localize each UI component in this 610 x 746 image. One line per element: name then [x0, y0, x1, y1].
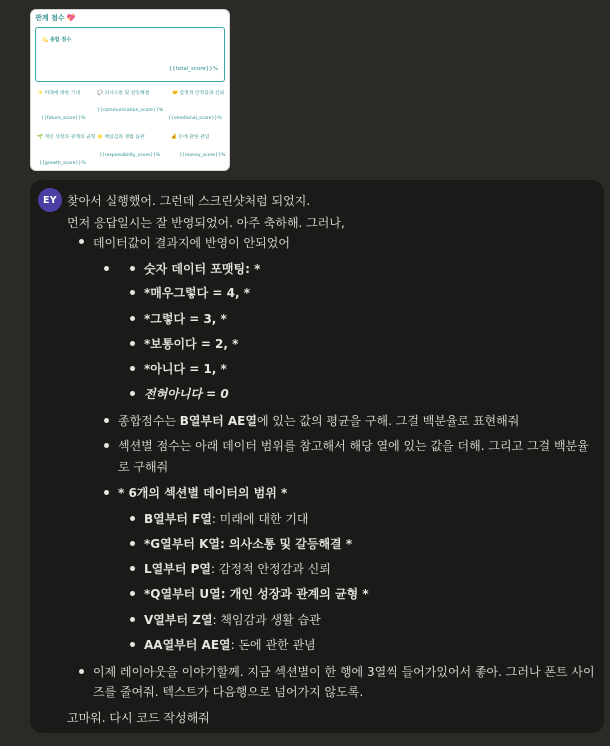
- bullet-icon: [130, 341, 135, 346]
- total-rule-range: B열부터 AE열: [179, 414, 257, 428]
- range-columns: V열부터 Z열: [144, 613, 213, 627]
- thumbnail-section-label: 💰 돈에 관한 관념: [171, 135, 210, 140]
- list-item: *보통이다 = 2, *: [144, 337, 239, 351]
- thumbnail-section-value: {{communication_score}}%: [97, 108, 164, 113]
- range-item: [144, 585, 369, 602]
- thumbnail-section-cell: [164, 90, 228, 126]
- range-columns: *Q열부터 U열: [144, 587, 221, 601]
- thumbnail-section-label: 🤝 감정적 안정감과 신뢰: [172, 91, 225, 96]
- range-item: [144, 611, 321, 628]
- bullet-icon: [130, 617, 135, 622]
- attached-screenshot[interactable]: [30, 9, 230, 171]
- list-item: 숫자 데이터 포맷팅: *: [144, 262, 261, 276]
- list-item: 이제 레이아웃을 이야기할께. 지금 섹션별이 한 행에 3열씩 들어가있어서 좋아. 그러나 폰트 사이: [93, 665, 595, 679]
- range-section: : 감정적 안정감과 신뢰: [211, 562, 331, 576]
- list-item: *매우그렇다 = 4, *: [144, 286, 251, 300]
- bullet-icon: [79, 239, 84, 244]
- user-message: [30, 180, 604, 733]
- range-section: : 돈에 관한 관념: [230, 638, 316, 652]
- thumbnail-section-value: {{emotional_score}}%: [168, 116, 222, 121]
- range-columns: AA열부터 AE열: [144, 638, 231, 652]
- range-columns: B열부터 F열: [144, 512, 212, 526]
- bullet-icon: [130, 566, 135, 571]
- total-rule-text: 에 있는 값의 평균을 구해. 그걸 백분율로 표현해줘: [256, 414, 520, 428]
- list-item: 데이터값이 결과지에 반영이 안되었어: [93, 236, 290, 250]
- list-item: *아니다 = 1, *: [144, 362, 227, 376]
- range-section: : 미래에 대한 기대: [211, 512, 309, 526]
- list-item: 섹션별 점수는 아래 데이터 범위를 참고해서 해당 열에 있는 값을 더해. 그리고 그걸 백분율: [118, 439, 589, 453]
- list-item: [118, 412, 519, 429]
- bullet-icon: [104, 266, 109, 271]
- bullet-icon: [130, 391, 135, 396]
- range-item: [144, 510, 309, 527]
- list-item: *그렇다 = 3, *: [144, 312, 227, 326]
- list-item: 전혀아니다 = 0: [144, 387, 229, 401]
- bullet-icon: [79, 669, 84, 674]
- thumbnail-section-label: ⭐ 책임감과 생활 습관: [97, 135, 145, 140]
- bullet-icon: [130, 541, 135, 546]
- range-section: : 책임감과 생활 습관: [212, 613, 321, 627]
- list-item-continuation: 로 구해줘: [118, 460, 169, 474]
- thumbnail-total-card: [35, 27, 225, 82]
- bullet-icon: [130, 316, 135, 321]
- list-item-continuation: 즈를 줄여줘. 텍스트가 다음행으로 넘어가지 않도록.: [93, 685, 364, 699]
- thumbnail-section-value: {{growth_score}}%: [39, 161, 86, 166]
- thumbnail-total-label: 💫 종합 점수: [42, 37, 72, 43]
- range-columns: L열부터 P열: [144, 562, 211, 576]
- thumbnail-title: 관계 점수 💖: [35, 14, 76, 22]
- range-columns: *G열부터 K열: [144, 537, 220, 551]
- range-item: [144, 636, 316, 653]
- bullet-icon: [130, 266, 135, 271]
- bullet-icon: [130, 290, 135, 295]
- thumbnail-section-value: {{money_score}}%: [179, 153, 226, 158]
- bullet-icon: [130, 642, 135, 647]
- range-item: [144, 560, 331, 577]
- user-avatar: EY: [38, 188, 62, 212]
- bullet-icon: [104, 490, 109, 495]
- thumbnail-section-cell: [95, 134, 159, 170]
- thumbnail-section-cell: [35, 134, 99, 170]
- thumbnail-section-cell: [35, 90, 99, 126]
- thumbnail-section-label: ✨ 미래에 대한 기대: [37, 91, 80, 96]
- message-line: 찾아서 실행했어. 그런데 스크린샷처럼 되었지.: [67, 194, 311, 208]
- thumbnail-section-label: 💬 의사소통 및 갈등해결: [97, 91, 150, 96]
- total-rule-text: 종합점수는: [118, 414, 180, 428]
- thumbnail-section-value: {{responsibility_score}}%: [99, 153, 161, 158]
- bullet-icon: [130, 516, 135, 521]
- thumbnail-section-value: {{future_score}}%: [41, 116, 86, 121]
- bullet-icon: [104, 418, 109, 423]
- bullet-icon: [130, 591, 135, 596]
- list-item: * 6개의 섹션별 데이터의 범위 *: [118, 486, 288, 500]
- bullet-icon: [130, 366, 135, 371]
- thumbnail-section-cell: [169, 134, 230, 170]
- range-item: [144, 535, 352, 552]
- range-section: : 개인 성장과 관계의 균형 *: [220, 587, 369, 601]
- thumbnail-total-value: {{total_score}}%: [168, 66, 218, 72]
- range-section: : 의사소통 및 갈등해결 *: [219, 537, 353, 551]
- message-closing: 고마워. 다시 코드 작성해줘: [67, 711, 210, 725]
- bullet-icon: [104, 443, 109, 448]
- message-line: 먼저 응답일시는 잘 반영되었어. 아주 축하해. 그러나,: [67, 216, 345, 230]
- thumbnail-section-label: 🌱 개인 성장과 관계의 균형: [37, 135, 96, 140]
- thumbnail-section-cell: [95, 90, 164, 126]
